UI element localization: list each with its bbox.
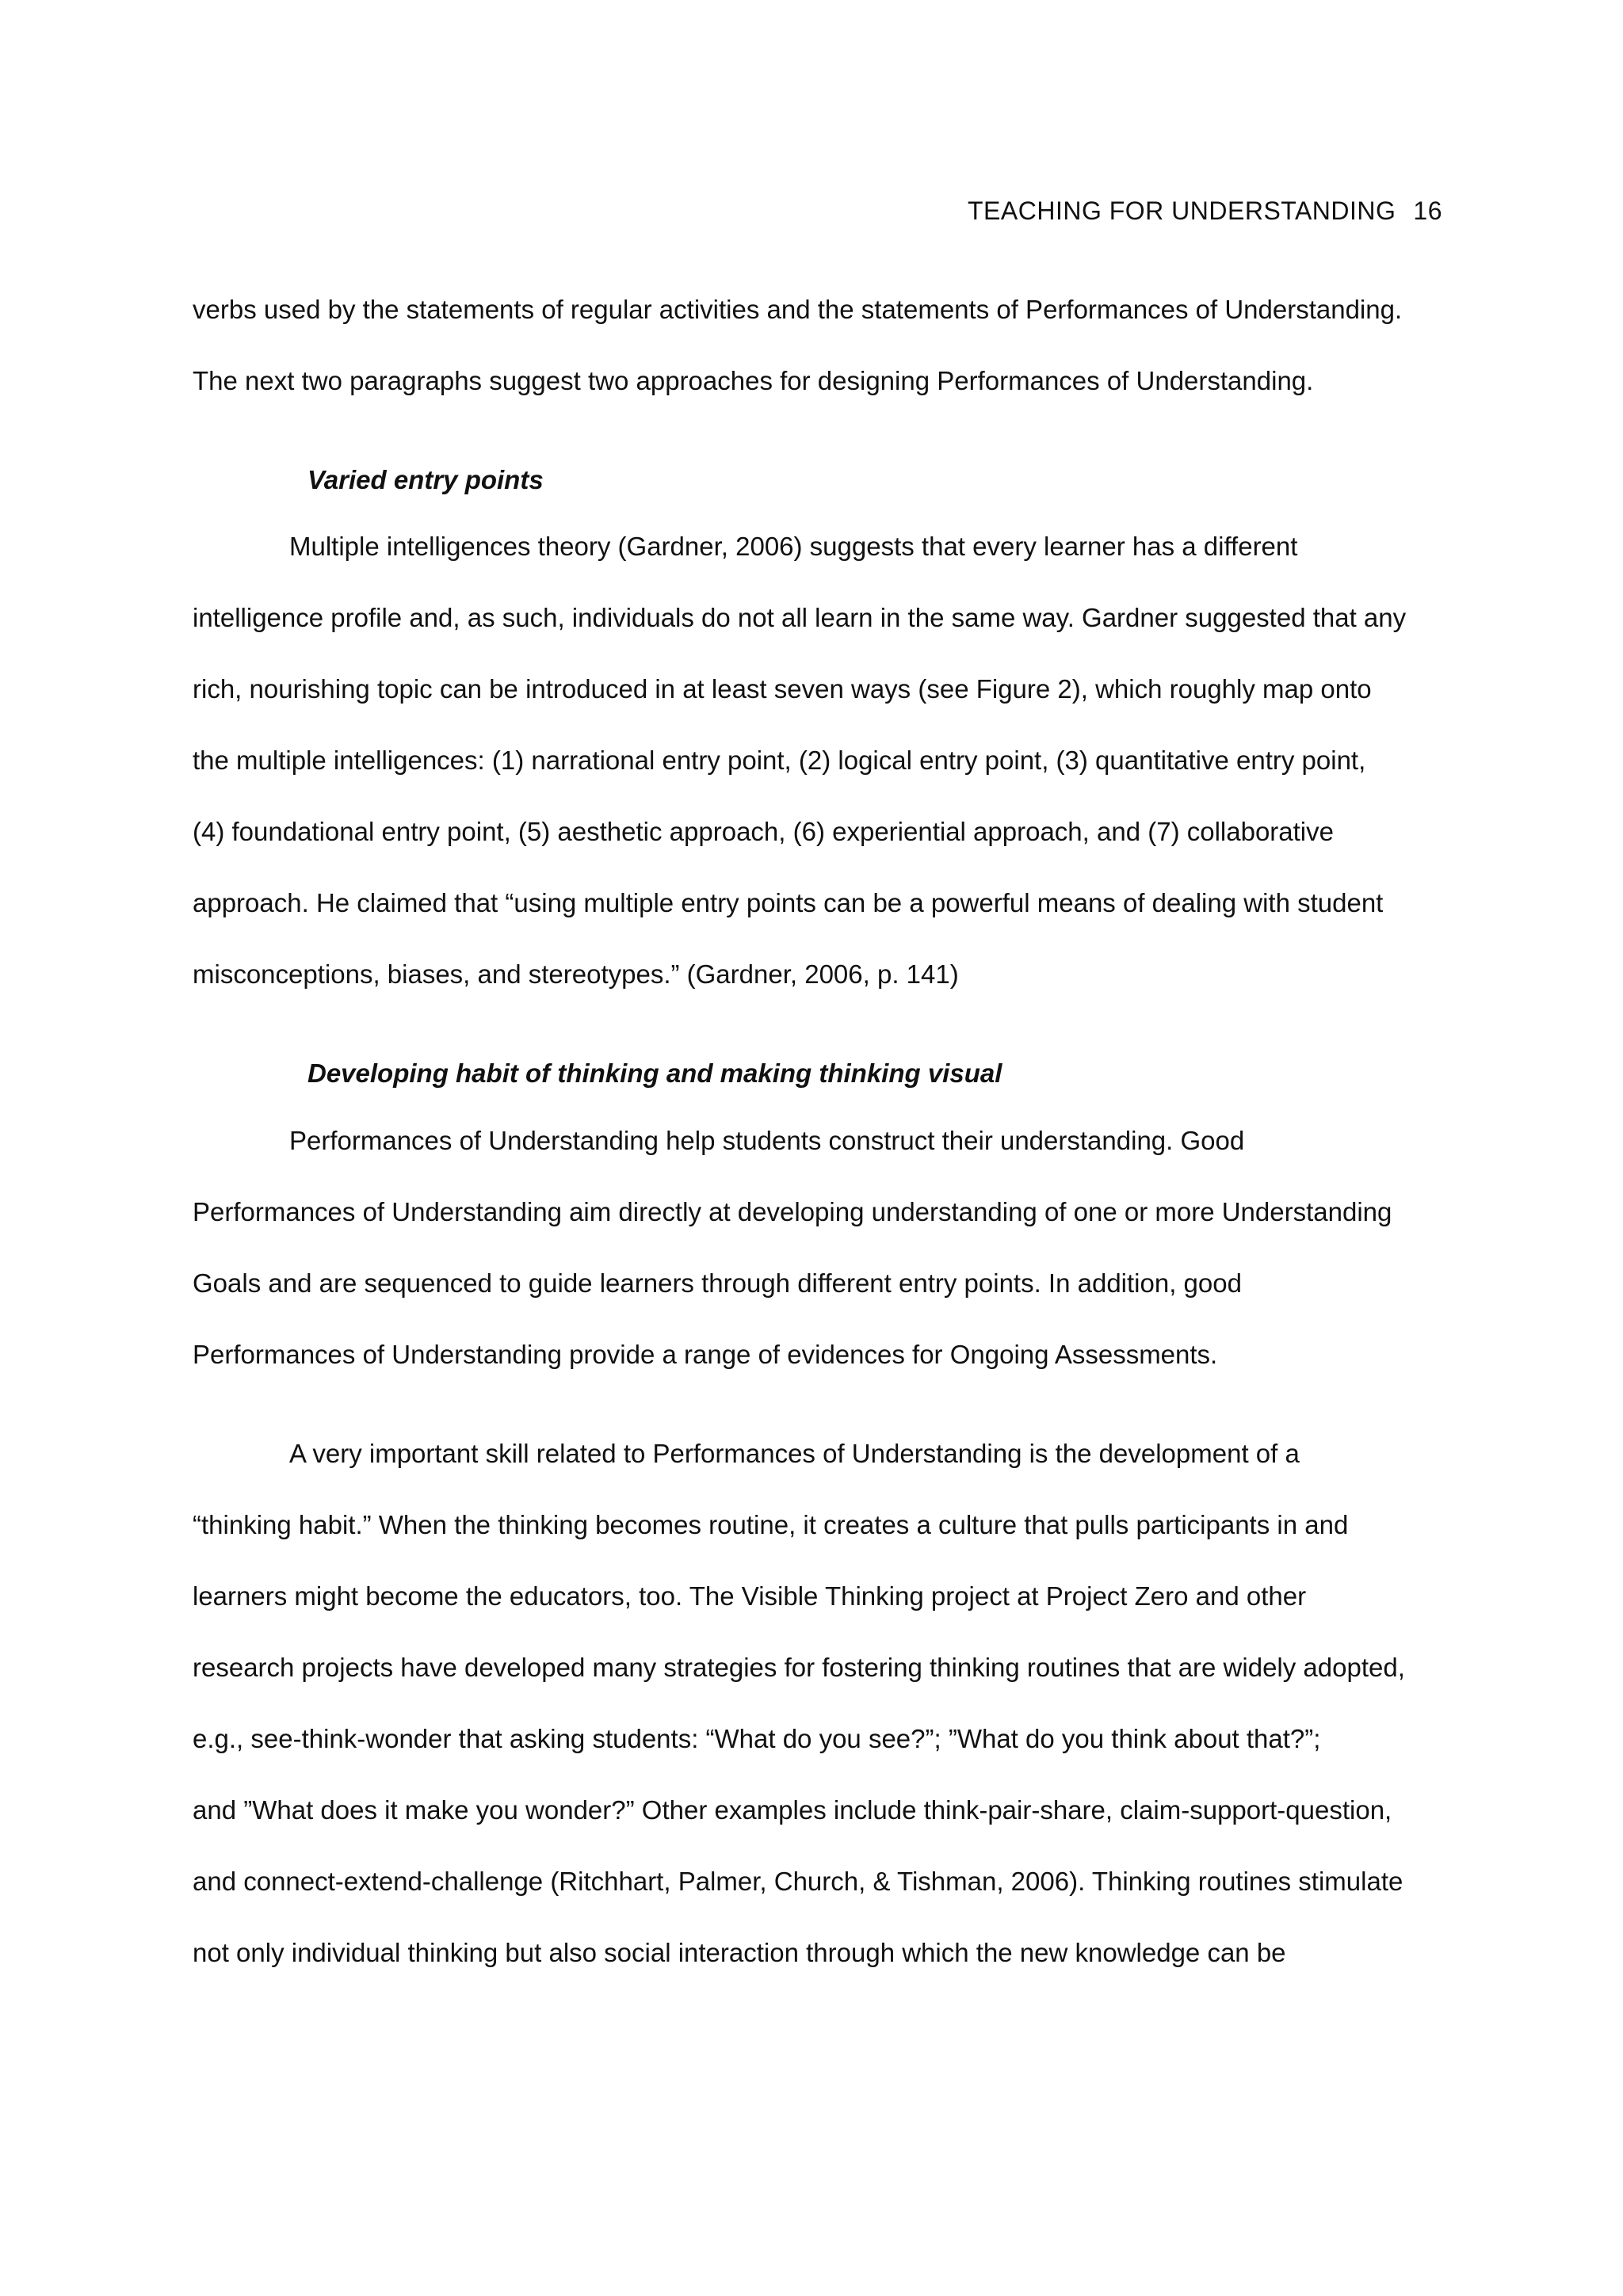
text-line: not only individual thinking but also social interaction through which the new knowledge can be: [193, 1938, 1286, 1967]
text-line: verbs used by the statements of regular activities and the statements of Performances of Understanding.: [193, 295, 1403, 324]
running-head-title: TEACHING FOR UNDERSTANDING: [967, 196, 1396, 225]
text-line: research projects have developed many strategies for fostering thinking routines that are widely adopted,: [193, 1653, 1405, 1682]
text-line: The next two paragraphs suggest two approaches for designing Performances of Understanding.: [193, 366, 1314, 395]
text-line: intelligence profile and, as such, individuals do not all learn in the same way. Gardner suggested that any: [193, 603, 1407, 632]
text-line: rich, nourishing topic can be introduced in at least seven ways (see Figure 2), which roughly map onto: [193, 674, 1372, 704]
running-head: [968, 193, 1442, 228]
text-line: (4) foundational entry point, (5) aesthetic approach, (6) experiential approach, and (7) collaborative: [193, 817, 1334, 846]
text-line: e.g., see-think-wonder that asking students: “What do you see?”; ”What do you think about that?”;: [193, 1724, 1321, 1753]
text-line: approach. He claimed that “using multiple entry points can be a powerful means of dealing with student: [193, 888, 1384, 917]
text-line: Multiple intelligences theory (Gardner, 2006) suggests that every learner has a different: [289, 532, 1298, 561]
text-line: Performances of Understanding provide a range of evidences for Ongoing Assessments.: [193, 1340, 1218, 1369]
text-line: Performances of Understanding aim directly at developing understanding of one or more Understanding: [193, 1197, 1392, 1226]
page-number: 16: [1413, 196, 1442, 225]
text-line: A very important skill related to Performances of Understanding is the development of a: [289, 1439, 1300, 1468]
text-line: and connect-extend-challenge (Ritchhart, Palmer, Church, & Tishman, 2006). Thinking routines stimulate: [193, 1867, 1403, 1896]
text-line: learners might become the educators, too. The Visible Thinking project at Project Zero and other: [193, 1581, 1307, 1611]
text-line: Goals and are sequenced to guide learners through different entry points. In addition, good: [193, 1268, 1242, 1298]
section-heading-developing-habit: Developing habit of thinking and making thinking visual: [307, 1058, 1002, 1088]
text-line: the multiple intelligences: (1) narrational entry point, (2) logical entry point, (3) quantitative entry point,: [193, 746, 1366, 775]
text-line: Performances of Understanding help students construct their understanding. Good: [289, 1126, 1245, 1155]
text-line: misconceptions, biases, and stereotypes.” (Gardner, 2006, p. 141): [193, 959, 959, 989]
text-line: “thinking habit.” When the thinking becomes routine, it creates a culture that pulls participants in and: [193, 1510, 1349, 1539]
text-line: and ”What does it make you wonder?” Other examples include think-pair-share, claim-support-question,: [193, 1795, 1392, 1825]
section-heading-varied-entry-points: Varied entry points: [307, 465, 544, 494]
